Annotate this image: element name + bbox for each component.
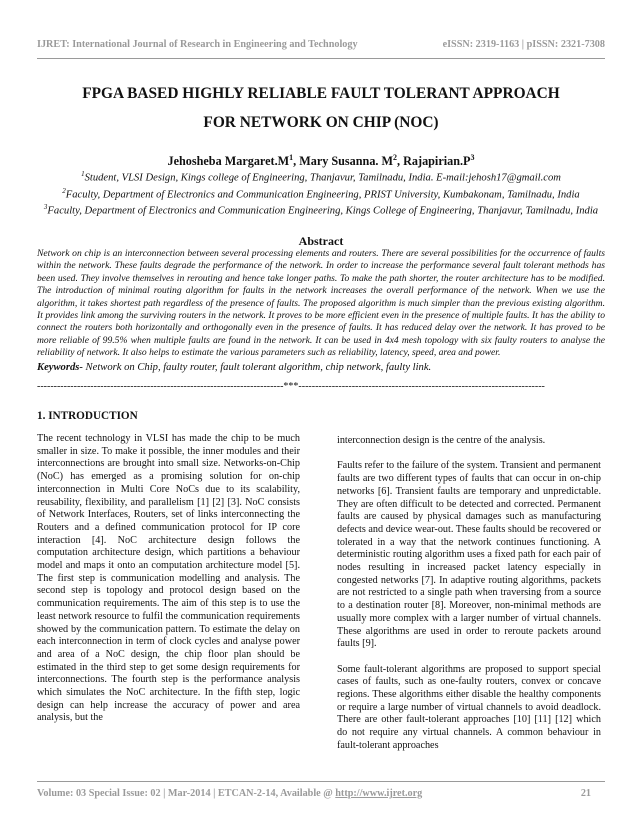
paper-title: [37, 79, 605, 137]
paragraph: The recent technology in VLSI has made the chip to be much smaller in size. To make it possible, the inner modules and their interconnections are brought into small size. Networks-on-Chip (NoC) has emerged as a promising solution for on-chip interconnection in Multi Core NoCs due to its scalability, reusability, flexibility, and parallelism [1] [2] [3]. NoC consists of Network Interfaces, Routers, set of links interconnecting the Routers and a defined communication protocol for IP core interaction [4]. NoC architecture design follows the computation architecture design, which partitions a behaviour model and maps it onto an computation architecture model [5]. The first step is communication modelling and analysis. The second step is topology and protocol design based on the communication requirements. The aim of this step is to use the least network resource to fulfil the communication requirements showed by the communication pattern. To estimate the delay on each interconnection in term of clock cycles and analyse power and area of a NoC design, the chip floor plan should be estimated in the third step to get some design requirements for interconnections. The fourth step is the performance analysis which simulates the NoC architecture. In the fifth step, logic design can help increase the accuracy of power and area analysis, but the: [37, 433, 300, 724]
journal-name: IJRET: International Journal of Research in Engineering and Technology: [37, 39, 358, 50]
footer-rule: [37, 781, 605, 782]
keywords: [37, 362, 605, 373]
abstract-text: Network on chip is an interconnection between several processing elements and routers. There are several possibilities for the occurrence of faults within the network. These faults degrade the performance of the network. In order to increase the performance several fault tolerant methods has been used. They involve themselves in rerouting and hence take longer paths. To make the path shorter, the router architecture has to be modified. The introduction of minimal routing algorithm for faults in the network increases the overall performance of the network. When we use the algorithm, it takes shortest path regardless of the presence of faults. The proposed algorithm is much simpler than the previous existing algorithm. It provides link among the surviving routers in the network. It proves to be more efficient even in the presence of multiple faults. It has the ability to connect the routers both horizontally and orthogonally even in the presence of faults. It has reduced delay over the network. It has proved to be more reliable of 99.5% when multiple faults are found in the network. It can be used in 4x4 mesh topology with six faulty routers to analyse the reliability of network. It also helps to estimate the various parameters such as reliability, latency, speed, area and power.: [37, 248, 605, 359]
running-footer: [37, 788, 605, 799]
author-2: Mary Susanna. $M^2$,: [299, 153, 404, 169]
keywords-list: Network on Chip, faulty router, fault tolerant algorithm, chip network, faulty link.: [82, 362, 432, 373]
page-number: 21: [580, 788, 591, 799]
title-line-2: FOR NETWORK ON CHIP (NOC): [203, 114, 439, 131]
paragraph: Some fault-tolerant algorithms are proposed to support special cases of faults, such as one-faulty routers, convex or concave regions. These algorithms either disable the healthy components or require a large number of virtual channels to avoid deadlock. There are other fault-tolerant approaches [10] [11] [12] which do not require any virtual channels. A common behaviour in fault-tolerant approaches: [337, 663, 601, 751]
column-left: [37, 433, 300, 725]
column-right: [337, 435, 601, 753]
section-separator: --------------------------------------------------------------------------***--------------------------------------------------------------------------: [37, 381, 545, 392]
affiliations: [37, 168, 605, 218]
keywords-label: Keywords-: [37, 362, 83, 373]
affiliation-1: $^1$Student, VLSI Design, Kings college of Engineering, Thanjavur, Tamilnadu, India. E-mail:jehosh17@gmail.com: [81, 170, 561, 184]
issn: eISSN: 2319-1163 | pISSN: 2321-7308: [442, 39, 605, 50]
paragraph: Faults refer to the failure of the system. Transient and permanent faults are two different types of faults that can occur in on-chip networks [6]. Transient faults are temporary and unpredictable. They are often difficult to be detected and corrected. Permanent faults are caused by physical damages such as manufacturing defects and device wear-out. These faults should be recovered or tolerated in a way that the network continues functioning. A deterministic routing algorithm uses a fixed path for each pair of nodes resulting in increased packet latency especially in congested networks [7]. In adaptive routing algorithms, packets are not restricted to a single path when traversing from a source to a destination router [8]. Moreover, non-minimal methods are usually more complex with a larger number of virtual channels. These algorithms are used in order to reroute packets around faults [9].: [337, 460, 601, 650]
affiliation-2: $^2$Faculty, Department of Electronics and Communication Engineering, PRIST University, Kumbakonam, Tamilnadu, India: [62, 186, 580, 201]
journal-link[interactable]: http://www.ijret.org: [335, 788, 423, 799]
section-heading-introduction: 1. INTRODUCTION: [37, 410, 138, 422]
footer-info: Volume: 03 Special Issue: 02 | Mar-2014 | ETCAN-2-14, Available @: [37, 788, 336, 799]
running-header: [37, 39, 605, 50]
title-line-1: FPGA BASED HIGHLY RELIABLE FAULT TOLERANT APPROACH: [82, 85, 560, 102]
author-list: [37, 153, 605, 169]
affiliation-3: $^3$Faculty, Department of Electronics and Communication Engineering, Kings College of Engineering, Thanjavur, Tamilnadu, India: [43, 203, 599, 217]
author-1: Jehosheba $Margaret.M^1$,: [167, 153, 300, 169]
header-rule: [37, 58, 605, 59]
paragraph: interconnection design is the centre of the analysis.: [337, 435, 546, 446]
abstract-heading: Abstract: [298, 234, 344, 248]
author-3: $Rajapirian.P^3$: [403, 153, 475, 169]
